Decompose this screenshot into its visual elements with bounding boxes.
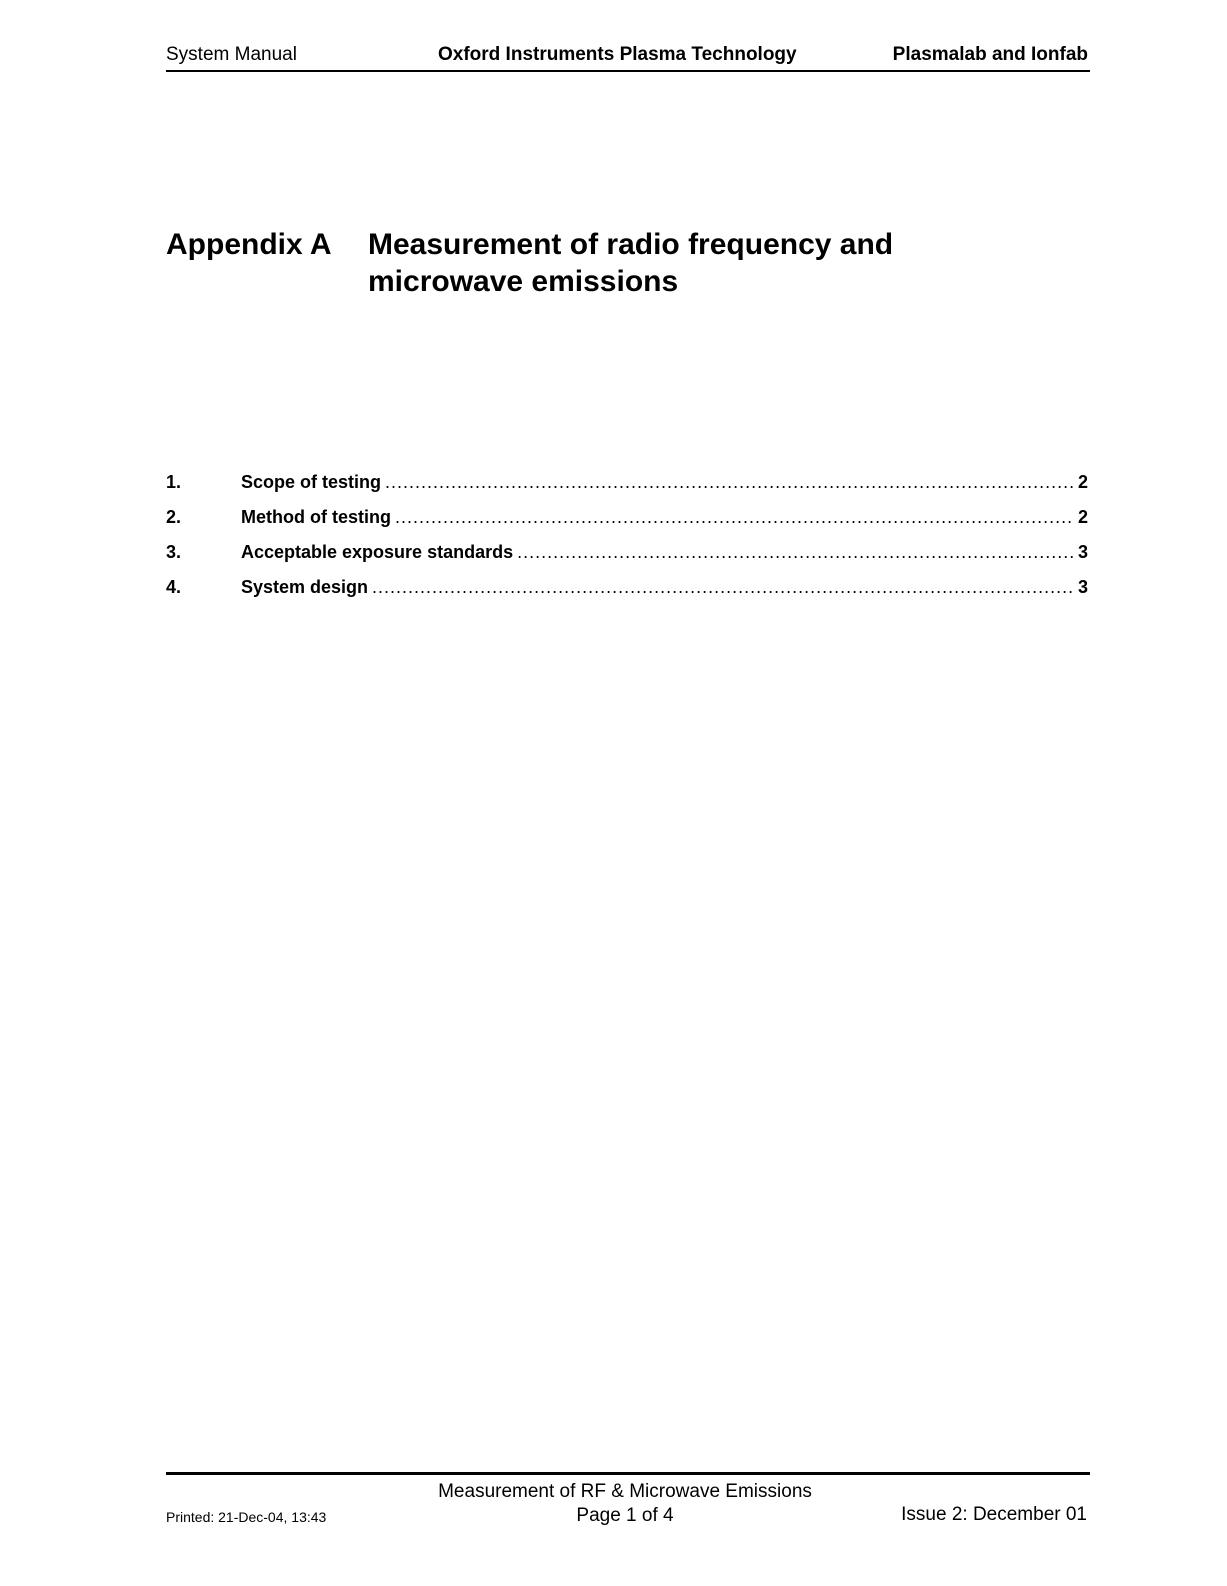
- toc-entry-acceptable-exposure-standards[interactable]: [166, 542, 1090, 577]
- page-header: [166, 40, 1090, 72]
- toc-entry-number: 4.: [166, 577, 182, 597]
- toc-entry-title: System design: [241, 577, 369, 597]
- footer-issue: Issue 2: December 01: [901, 1504, 1087, 1525]
- header-company-name: Oxford Instruments Plasma Technology: [438, 44, 797, 65]
- toc-leader-dots: [372, 577, 1074, 598]
- header-product-name: Plasmalab and Ionfab: [892, 44, 1088, 65]
- toc-entry-title: Acceptable exposure standards: [241, 542, 514, 562]
- toc-leader-dots: [517, 542, 1074, 563]
- toc-entry-page: 3: [1077, 542, 1088, 562]
- footer-document-title: Measurement of RF & Microwave Emissions: [438, 1481, 812, 1502]
- toc-entry-number: 1.: [166, 472, 182, 492]
- toc-entry-method-of-testing[interactable]: [166, 507, 1090, 542]
- toc-entry-page: 2: [1077, 472, 1088, 492]
- toc-leader-dots: [395, 507, 1074, 528]
- toc-entry-page: 2: [1077, 507, 1088, 527]
- toc-entry-number: 3.: [166, 542, 182, 562]
- toc-entry-page: 3: [1077, 577, 1088, 597]
- footer-page-number: Page 1 of 4: [576, 1505, 674, 1526]
- table-of-contents: [166, 472, 1090, 612]
- footer-printed-date: Printed: 21-Dec-04, 13:43: [166, 1509, 327, 1525]
- footer-divider: [166, 1472, 1090, 1475]
- toc-entry-title: Method of testing: [241, 507, 391, 527]
- toc-entry-system-design[interactable]: [166, 577, 1090, 612]
- appendix-label: Appendix A: [166, 228, 332, 261]
- toc-entry-number: 2.: [166, 507, 182, 527]
- toc-entry-scope-of-testing[interactable]: [166, 472, 1090, 507]
- toc-entry-title: Scope of testing: [241, 472, 382, 492]
- appendix-heading: Measurement of radio frequency and microwave emissions: [368, 228, 894, 298]
- header-manual-name: System Manual: [166, 44, 297, 65]
- toc-leader-dots: [385, 472, 1074, 493]
